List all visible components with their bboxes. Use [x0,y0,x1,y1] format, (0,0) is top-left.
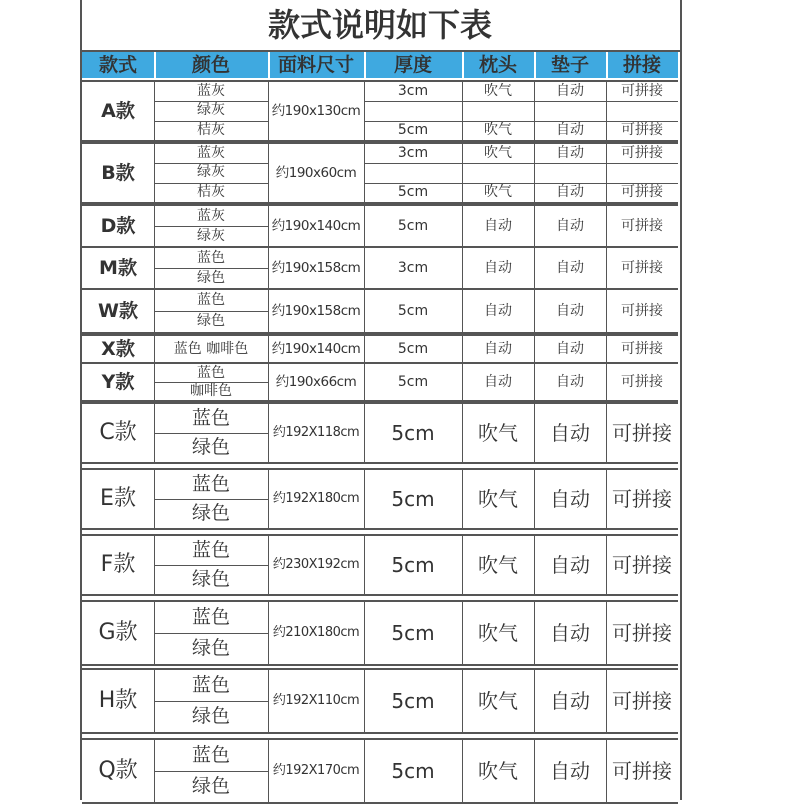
pillow-cell: 吹气 [484,145,512,161]
variant-divider [364,121,678,122]
color-cell: 绿灰 [197,102,225,119]
color-cell: 桔灰 [197,121,225,138]
size-cell: 约190x140cm [271,341,361,357]
table-row [82,288,678,334]
style-code: E款 [100,486,136,511]
header-thickness: 厚度 [364,52,464,78]
splice-cell: 可拼接 [621,374,663,390]
thickness-cell: 5cm [397,374,429,390]
color-divider [154,382,268,383]
splice-cell: 可拼接 [612,621,672,645]
style-code: C款 [99,420,137,445]
splice-cell: 可拼接 [621,145,663,161]
color-divider [154,633,268,634]
pillow-cell: 吹气 [478,689,518,713]
thickness-cell: 5cm [397,183,429,200]
splice-cell: 可拼接 [621,121,663,138]
color-divider [154,226,268,227]
pad-cell: 自动 [556,183,584,200]
color-cell: 蓝灰 [197,208,225,224]
style-code: A款 [101,100,135,122]
style-code: D款 [100,215,136,237]
pad-cell: 自动 [550,487,590,511]
color-cell: 蓝色 [191,539,230,561]
splice-cell: 可拼接 [621,260,663,276]
size-cell: 约210X180cm [272,625,360,640]
color-cell: 绿色 [191,436,230,458]
header-color: 颜色 [154,52,270,78]
pad-cell: 自动 [556,145,584,161]
style-code: Y款 [101,371,135,393]
size-cell: 约190x130cm [271,103,361,119]
header-pillow: 枕头 [462,52,536,78]
style-code: X款 [101,338,135,360]
color-cell: 绿灰 [197,228,225,244]
header-style: 款式 [82,52,156,78]
splice-cell: 可拼接 [621,341,663,357]
color-cell: 蓝色 咖啡色 [173,341,249,357]
style-code: Q款 [98,758,138,783]
thickness-cell: 5cm [391,759,435,783]
pad-cell: 自动 [556,341,584,357]
color-divider [154,311,268,312]
thickness-cell: 5cm [397,341,429,357]
table-row [82,204,678,248]
color-cell: 蓝色 [197,250,225,266]
splice-cell: 可拼接 [612,487,672,511]
color-cell: 绿色 [191,637,230,659]
size-cell: 约190x60cm [275,165,357,181]
style-code: M款 [99,257,137,279]
size-cell: 约190x66cm [275,374,357,390]
pad-cell: 自动 [550,689,590,713]
color-cell: 绿色 [191,775,230,797]
splice-cell: 可拼接 [621,183,663,200]
size-cell: 约192X110cm [272,693,360,708]
page-title: 款式说明如下表 [80,0,680,52]
splice-cell: 可拼接 [612,759,672,783]
pillow-cell: 自动 [484,341,512,357]
color-cell: 绿色 [197,270,225,286]
table-row [82,468,678,530]
splice-cell: 可拼接 [612,553,672,577]
pillow-cell: 吹气 [484,83,512,99]
style-code: B款 [101,162,135,184]
thickness-cell: 5cm [391,689,435,713]
thickness-cell: 5cm [397,218,429,234]
color-divider [154,771,268,772]
color-cell: 蓝色 [191,407,230,429]
pad-cell: 自动 [556,374,584,390]
color-cell: 蓝色 [191,744,230,766]
color-divider [154,701,268,702]
thickness-cell: 5cm [391,421,435,445]
color-divider [154,565,268,566]
table-row [82,334,678,364]
pad-cell: 自动 [550,421,590,445]
pillow-cell: 吹气 [484,183,512,200]
color-cell: 绿色 [191,705,230,727]
pad-cell: 自动 [556,260,584,276]
color-cell: 蓝灰 [197,145,225,161]
color-divider [154,163,268,164]
pad-cell: 自动 [550,553,590,577]
color-cell: 蓝色 [197,292,225,308]
pillow-cell: 吹气 [478,487,518,511]
color-cell: 蓝色 [191,473,230,495]
table-row [82,668,678,734]
pillow-cell: 自动 [484,218,512,234]
color-divider [154,121,268,122]
splice-cell: 可拼接 [621,218,663,234]
color-cell: 蓝灰 [197,83,225,99]
thickness-cell: 5cm [391,621,435,645]
style-code: G款 [98,620,138,645]
size-cell: 约190x158cm [271,260,361,276]
variant-divider [364,163,678,164]
table-row [82,600,678,666]
thickness-cell: 5cm [397,303,429,319]
color-cell: 绿色 [191,568,230,590]
thickness-cell: 3cm [397,260,429,276]
table-row [82,246,678,290]
color-divider [154,433,268,434]
table-header [82,52,678,78]
thickness-cell: 5cm [397,121,429,138]
color-divider [154,101,268,102]
variant-divider [364,183,678,184]
pillow-cell: 吹气 [484,121,512,138]
pad-cell: 自动 [556,218,584,234]
size-cell: 约192X180cm [272,491,360,506]
pad-cell: 自动 [556,303,584,319]
table-row [82,738,678,804]
splice-cell: 可拼接 [612,421,672,445]
size-cell: 约190x158cm [271,303,361,319]
color-cell: 咖啡色 [190,383,232,399]
color-divider [154,268,268,269]
variant-divider [364,101,678,102]
color-cell: 蓝色 [191,606,230,628]
pillow-cell: 吹气 [478,759,518,783]
header-splice: 拼接 [622,54,661,76]
pillow-cell: 自动 [484,260,512,276]
color-cell: 桔灰 [197,183,225,200]
thickness-cell: 3cm [397,83,429,99]
pad-cell: 自动 [550,621,590,645]
pad-cell: 自动 [550,759,590,783]
pad-cell: 自动 [556,83,584,99]
size-cell: 约192X118cm [272,425,360,440]
splice-cell: 可拼接 [621,303,663,319]
pillow-cell: 吹气 [478,553,518,577]
table-row [82,534,678,596]
style-code: H款 [98,688,138,713]
color-cell: 蓝色 [197,365,225,381]
pillow-cell: 自动 [484,374,512,390]
header-size: 面料尺寸 [268,52,366,78]
size-cell: 约190x140cm [271,218,361,234]
thickness-cell: 5cm [391,487,435,511]
color-divider [154,183,268,184]
color-cell: 绿色 [197,313,225,329]
color-divider [154,499,268,500]
size-cell: 约230X192cm [272,557,360,572]
splice-cell: 可拼接 [621,83,663,99]
pad-cell: 自动 [556,121,584,138]
pillow-cell: 自动 [484,303,512,319]
table-row [82,362,678,402]
thickness-cell: 3cm [397,145,429,161]
style-code: W款 [98,300,138,322]
header-pad: 垫子 [534,52,608,78]
color-cell: 蓝色 [191,674,230,696]
table-row [82,142,678,204]
pillow-cell: 吹气 [478,621,518,645]
thickness-cell: 5cm [391,553,435,577]
size-cell: 约192X170cm [272,763,360,778]
table-row [82,80,678,142]
table-row [82,402,678,464]
color-cell: 绿色 [191,502,230,524]
color-cell: 绿灰 [197,164,225,181]
splice-cell: 可拼接 [612,689,672,713]
pillow-cell: 吹气 [478,421,518,445]
style-code: F款 [100,552,136,577]
